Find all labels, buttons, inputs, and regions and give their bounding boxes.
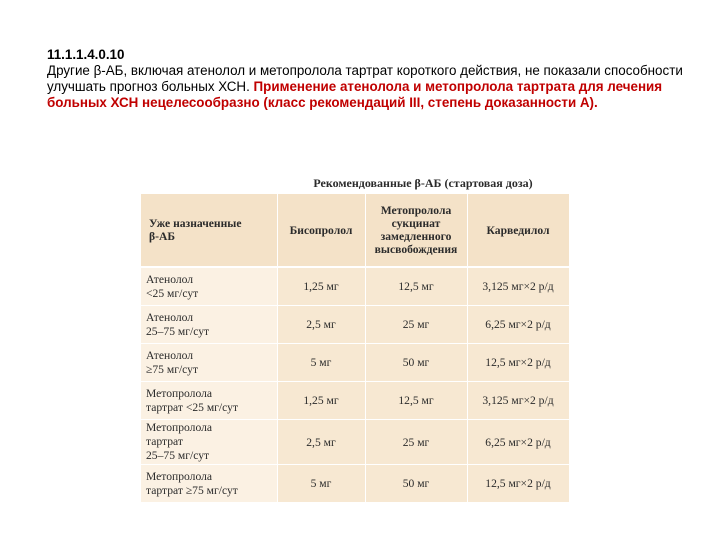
header-carvedilol: Карведилол bbox=[467, 194, 569, 267]
table-row bbox=[141, 465, 569, 503]
dose-cell: 5 мг bbox=[277, 344, 365, 382]
row-label: Метопролола тартрат <25 мг/сут bbox=[141, 382, 277, 420]
dose-cell: 2,5 мг bbox=[277, 420, 365, 465]
table-caption: Рекомендованные β-АБ (стартовая доза) bbox=[313, 176, 533, 190]
table-row bbox=[141, 306, 569, 344]
table-row bbox=[141, 344, 569, 382]
dose-cell: 3,125 мг×2 р/д bbox=[467, 267, 569, 306]
row-label: Атенолол 25–75 мг/сут bbox=[141, 306, 277, 344]
row-label: Атенолол <25 мг/сут bbox=[141, 267, 277, 306]
lead-paragraph: Другие β-АБ, включая атенолол и метопролола тартрат короткого действия, не показали способности улучшать прогноз больных ХСН. bbox=[47, 63, 683, 94]
dose-cell: 50 мг bbox=[365, 465, 467, 503]
dose-cell: 25 мг bbox=[365, 306, 467, 344]
dose-cell: 12,5 мг×2 р/д bbox=[467, 344, 569, 382]
dose-cell: 1,25 мг bbox=[277, 267, 365, 306]
table-row bbox=[141, 267, 569, 306]
dose-cell: 12,5 мг×2 р/д bbox=[467, 465, 569, 503]
row-label: Метопролола тартрат ≥75 мг/сут bbox=[141, 465, 277, 503]
header-row bbox=[141, 194, 569, 267]
dose-cell: 3,125 мг×2 р/д bbox=[467, 382, 569, 420]
dose-cell: 5 мг bbox=[277, 465, 365, 503]
dose-table bbox=[141, 194, 570, 503]
dose-cell: 1,25 мг bbox=[277, 382, 365, 420]
emphasis-paragraph: Применение атенолола и метопролола тартрата для лечения больных ХСН нецелесообразно (класс рекомендаций III, степень доказанности А). bbox=[47, 79, 663, 110]
header-bisoprolol: Бисопролол bbox=[277, 194, 365, 267]
table-row bbox=[141, 382, 569, 420]
row-label: Метопролола тартрат 25–75 мг/сут bbox=[141, 420, 277, 465]
dose-cell: 6,25 мг×2 р/д bbox=[467, 420, 569, 465]
row-label: Атенолол ≥75 мг/сут bbox=[141, 344, 277, 382]
section-code: 11.1.1.4.0.10 bbox=[47, 47, 125, 62]
header-current-beta-blocker: Уже назначенные β-АБ bbox=[141, 194, 277, 267]
dose-cell: 12,5 мг bbox=[365, 382, 467, 420]
dose-cell: 12,5 мг bbox=[365, 267, 467, 306]
dose-cell: 6,25 мг×2 р/д bbox=[467, 306, 569, 344]
dose-cell: 2,5 мг bbox=[277, 306, 365, 344]
recommendation-text bbox=[47, 47, 697, 111]
dose-cell: 25 мг bbox=[365, 420, 467, 465]
table-row bbox=[141, 420, 569, 465]
dose-cell: 50 мг bbox=[365, 344, 467, 382]
header-metoprolol-succinate: Метопролола сукцинат замедленного высвобождения bbox=[365, 194, 467, 267]
dose-table-figure bbox=[141, 172, 569, 503]
